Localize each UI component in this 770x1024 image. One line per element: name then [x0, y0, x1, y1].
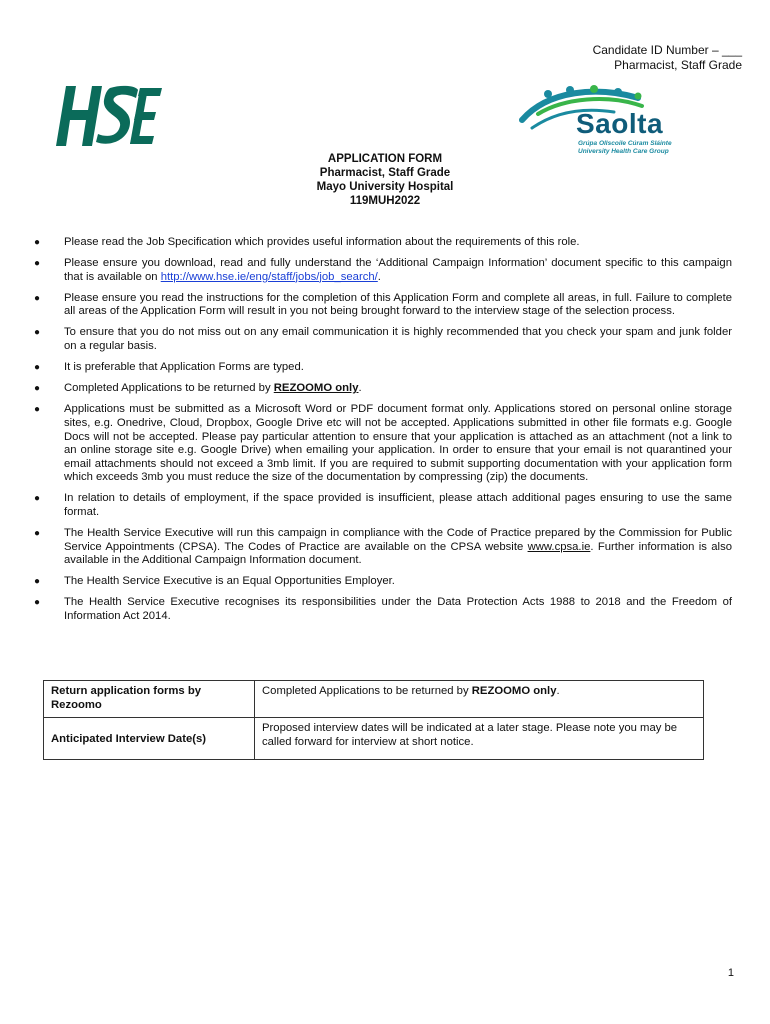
- return-forms-value: Completed Applications to be returned by REZOOMO only.: [255, 681, 704, 718]
- page-number: 1: [727, 967, 734, 979]
- list-item: ● The Health Service Executive will run this campaign in compliance with the Code of Practice prepared by the Commission for Public Service Appointments (CPSA). The Codes of Practice are available on the CPSA website www.cpsa.ie. Further information is also available in the Additional Campaign Information document.: [34, 527, 732, 567]
- title-reference: 119MUH2022: [349, 195, 421, 207]
- title-hospital: Mayo University Hospital: [316, 181, 454, 193]
- list-item: ● In relation to details of employment, if the space provided is insufficient, please attach additional pages ensuring to use the same format.: [34, 492, 732, 518]
- cpsa-link[interactable]: www.cpsa.ie: [527, 540, 591, 553]
- candidate-id-number: Candidate ID Number – ___: [592, 43, 742, 57]
- table-row: [44, 681, 704, 718]
- list-item: ● Please read the Job Specification which provides useful information about the requirements of this role.: [34, 236, 580, 248]
- rezoomo-only-emphasis: REZOOMO only: [273, 382, 359, 395]
- interview-dates-value: Proposed interview dates will be indicated at a later stage. Please note you may be called forward for interview at short notice.: [255, 718, 704, 760]
- hse-logo-mark: [52, 82, 162, 150]
- return-forms-label: Return application forms by Rezoomo: [44, 681, 255, 718]
- bullet-icon: ●: [34, 528, 41, 540]
- bullet-icon: ●: [34, 237, 41, 248]
- bullet-icon: ●: [34, 597, 41, 609]
- list-item: ● Please ensure you download, read and fully understand the ‘Additional Campaign Information’ document specific to this campaign that is available on http://www.hse.ie/eng/staff/jobs/job_search/.: [34, 257, 732, 283]
- list-item: ● To ensure that you do not miss out on any email communication it is highly recommended that you check your spam and junk folder on a regular basis.: [34, 326, 732, 353]
- instructions-list: [34, 236, 732, 631]
- saolta-subtitle-irish: Grúpa Ollscoile Cúram Sláinte: [578, 140, 672, 147]
- saolta-logo: [518, 84, 714, 158]
- bullet-icon: ●: [34, 383, 41, 395]
- interview-dates-label: Anticipated Interview Date(s): [44, 718, 255, 760]
- candidate-header: [593, 43, 742, 73]
- hse-logo: [52, 82, 162, 150]
- form-title: [0, 152, 770, 208]
- title-application-form: APPLICATION FORM: [327, 153, 443, 165]
- post-title-header: Pharmacist, Staff Grade: [614, 58, 742, 72]
- list-item: ● The Health Service Executive recognises its responsibilities under the Data Protection Acts 1988 to 2018 and the Freedom of Information Act 2014.: [34, 596, 732, 623]
- title-post: Pharmacist, Staff Grade: [319, 167, 451, 179]
- bullet-icon: ●: [34, 258, 41, 270]
- return-details-table: [43, 680, 704, 760]
- bullet-icon: ●: [34, 404, 41, 416]
- list-item: ● The Health Service Executive is an Equal Opportunities Employer.: [34, 575, 395, 588]
- bullet-icon: ●: [34, 327, 41, 339]
- bullet-icon: ●: [34, 493, 41, 505]
- bullet-icon: ●: [34, 362, 41, 374]
- table-row: [44, 718, 704, 760]
- bullet-icon: ●: [34, 576, 41, 588]
- job-search-link[interactable]: http://www.hse.ie/eng/staff/jobs/job_search/: [160, 270, 378, 283]
- list-item: ● Please ensure you read the instructions for the completion of this Application Form and complete all areas, in full. Failure to complete all areas of the Application Form will result in you not being brought forward to the interview stage of the selection process.: [34, 291, 732, 318]
- list-item: ● Applications must be submitted as a Microsoft Word or PDF document format only. Applications stored on personal online storage sites, e.g. Onedrive, Cloud, Dropbox, Google Drive etc will not be accepted. Applications submitted in other file formats e.g. Google Docs will not be accepted. Please pay particular attention to ensure that your application is attached as an attachment (not a link to an online storage site e.g. Google Drive) when emailing your application. In order to ensure that your email is not quarantined your email attachments should not exceed a 3mb limit. If you are required to submit supporting documentation with your application form which exceeds 3mb you must reduce the size of the documentation by compressing (zip) the documents.: [34, 403, 732, 484]
- saolta-name: Saolta: [576, 108, 664, 139]
- bullet-icon: ●: [34, 292, 41, 304]
- list-item: ● Completed Applications to be returned by REZOOMO only.: [34, 382, 362, 395]
- saolta-subtitle-english: University Health Care Group: [578, 148, 669, 155]
- list-item: ● It is preferable that Application Forms are typed.: [34, 361, 304, 374]
